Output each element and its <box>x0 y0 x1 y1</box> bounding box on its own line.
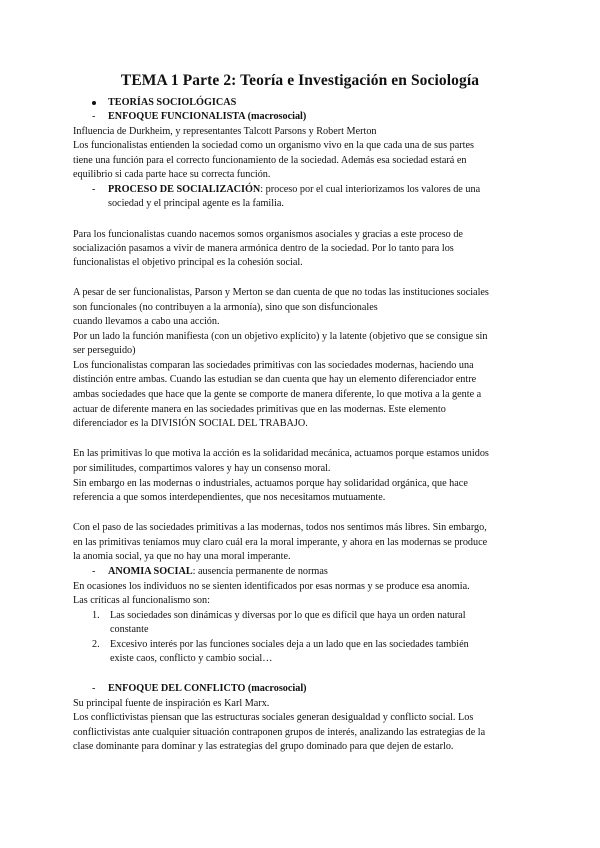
paragraph-line: Los conflictivistas piensan que las estructuras sociales generan desigualdad y conflicto social. Los <box>73 712 474 723</box>
definition-text: : ausencia permanente de normas <box>192 566 328 577</box>
definition-text: : proceso por el cual interiorizamos los valores de una <box>260 184 481 195</box>
paragraph-line: Las críticas al funcionalismo son: <box>73 595 210 606</box>
dash-marker: - <box>92 184 96 195</box>
paragraph-line: ambas sociedades que hace que la gente se comporte de manera diferente, lo que motiva a la gente a <box>73 389 482 400</box>
paragraph-line: distinción entre ambas. Cuando las estudian se dan cuenta que hay un elemento diferenciador entre <box>73 374 477 385</box>
paragraph-line: referencia a que somos interdependientes, que nos necesitamos mutuamente. <box>73 492 386 503</box>
paragraph-line: Para los funcionalistas cuando nacemos somos organismos asociales y gracias a este proceso de <box>73 229 463 240</box>
paragraph-line: Los funcionalistas entienden la sociedad como un organismo vivo en la que cada una de sus partes <box>73 140 474 151</box>
list-number: 2. <box>92 639 100 650</box>
paragraph-line: socialización pasamos a vivir de manera armónica dentro de la sociedad. Por lo tanto para los <box>73 243 454 254</box>
bullet-icon <box>92 101 96 105</box>
paragraph-line: diferenciador es la DIVISIÓN SOCIAL DEL TRABAJO. <box>73 418 308 429</box>
paragraph-line: conflictivistas ante cualquier situación contraponen grupos de interés, analizando las estrategias de la <box>73 727 486 738</box>
paragraph-line: tiene una función para el correcto funcionamiento de la sociedad. Además esa sociedad estará en <box>73 155 467 166</box>
paragraph-line: En ocasiones los individuos no se sienten identificados por esas normas y se produce esa anomia. <box>73 581 470 592</box>
paragraph-line: A pesar de ser funcionalistas, Parson y Merton se dan cuenta de que no todas las instituciones sociales <box>73 287 489 298</box>
list-number: 1. <box>92 610 100 621</box>
section-heading-conflicto: ENFOQUE DEL CONFLICTO (macrosocial) <box>108 683 307 694</box>
paragraph-line: son funcionales (no contribuyen a la armonía), sino que son disfuncionales <box>73 302 378 313</box>
paragraph-line: Sin embargo en las modernas o industriales, actuamos porque hay solidaridad orgánica, que hace <box>73 478 468 489</box>
paragraph-line: Por un lado la función manifiesta (con un objetivo explícito) y la latente (objetivo que se consigue sin <box>73 331 488 342</box>
list-item-line: Excesivo interés por las funciones sociales deja a un lado que en las sociedades también <box>110 639 469 650</box>
paragraph-line: cuando llevamos a cabo una acción. <box>73 316 220 327</box>
term-socializacion: PROCESO DE SOCIALIZACIÓN <box>108 184 261 195</box>
paragraph-line: Influencia de Durkheim, y representantes Talcott Parsons y Robert Merton <box>73 126 377 137</box>
paragraph-line: en las primitivas teníamos muy claro cuál era la moral imperante, y ahora en las modernas se produce <box>73 537 488 548</box>
paragraph-line: funcionalistas el objetivo principal es la cohesión social. <box>73 257 303 268</box>
definition-anomia <box>108 565 328 579</box>
paragraph-line: En las primitivas lo que motiva la acción es la solidaridad mecánica, actuamos porque estamos unidos <box>73 448 489 459</box>
definition-line: sociedad y el principal agente es la familia. <box>108 198 284 209</box>
paragraph-line: por similitudes, compartimos valores y hay un consenso moral. <box>73 463 331 474</box>
paragraph-line: Con el paso de las sociedades primitivas a las modernas, todos nos sentimos más libres. Sin embargo, <box>73 522 487 533</box>
definition-socializacion <box>108 183 480 197</box>
dash-marker: - <box>92 683 96 694</box>
list-item-line: existe caos, conflicto y cambio social… <box>110 653 273 664</box>
dash-marker: - <box>92 566 96 577</box>
paragraph-line: clase dominante para dominar y las estrategias del grupo dominado para que dejen de estarlo. <box>73 741 454 752</box>
term-anomia: ANOMIA SOCIAL <box>108 566 193 577</box>
section-heading-funcionalista: ENFOQUE FUNCIONALISTA (macrosocial) <box>108 111 307 122</box>
paragraph-line: actuar de diferente manera en las sociedades primitivas que en las modernas. Este elemento <box>73 404 446 415</box>
paragraph-line: equilibrio si cada parte hace su correcta función. <box>73 169 271 180</box>
page-title: TEMA 1 Parte 2: Teoría e Investigación en Sociología <box>120 72 480 89</box>
paragraph-line: la anomia social, ya que no hay una moral imperante. <box>73 551 291 562</box>
list-item-line: Las sociedades son dinámicas y diversas por lo que es difícil que haya un orden natural <box>110 610 466 621</box>
dash-marker: - <box>92 111 96 122</box>
list-item-line: constante <box>110 624 149 635</box>
section-heading-teorias: TEORÍAS SOCIOLÓGICAS <box>108 97 237 108</box>
paragraph-line: Los funcionalistas comparan las sociedades primitivas con las sociedades modernas, haciendo una <box>73 360 474 371</box>
paragraph-line: ser perseguido) <box>73 345 136 356</box>
paragraph-line: Su principal fuente de inspiración es Karl Marx. <box>73 698 270 709</box>
